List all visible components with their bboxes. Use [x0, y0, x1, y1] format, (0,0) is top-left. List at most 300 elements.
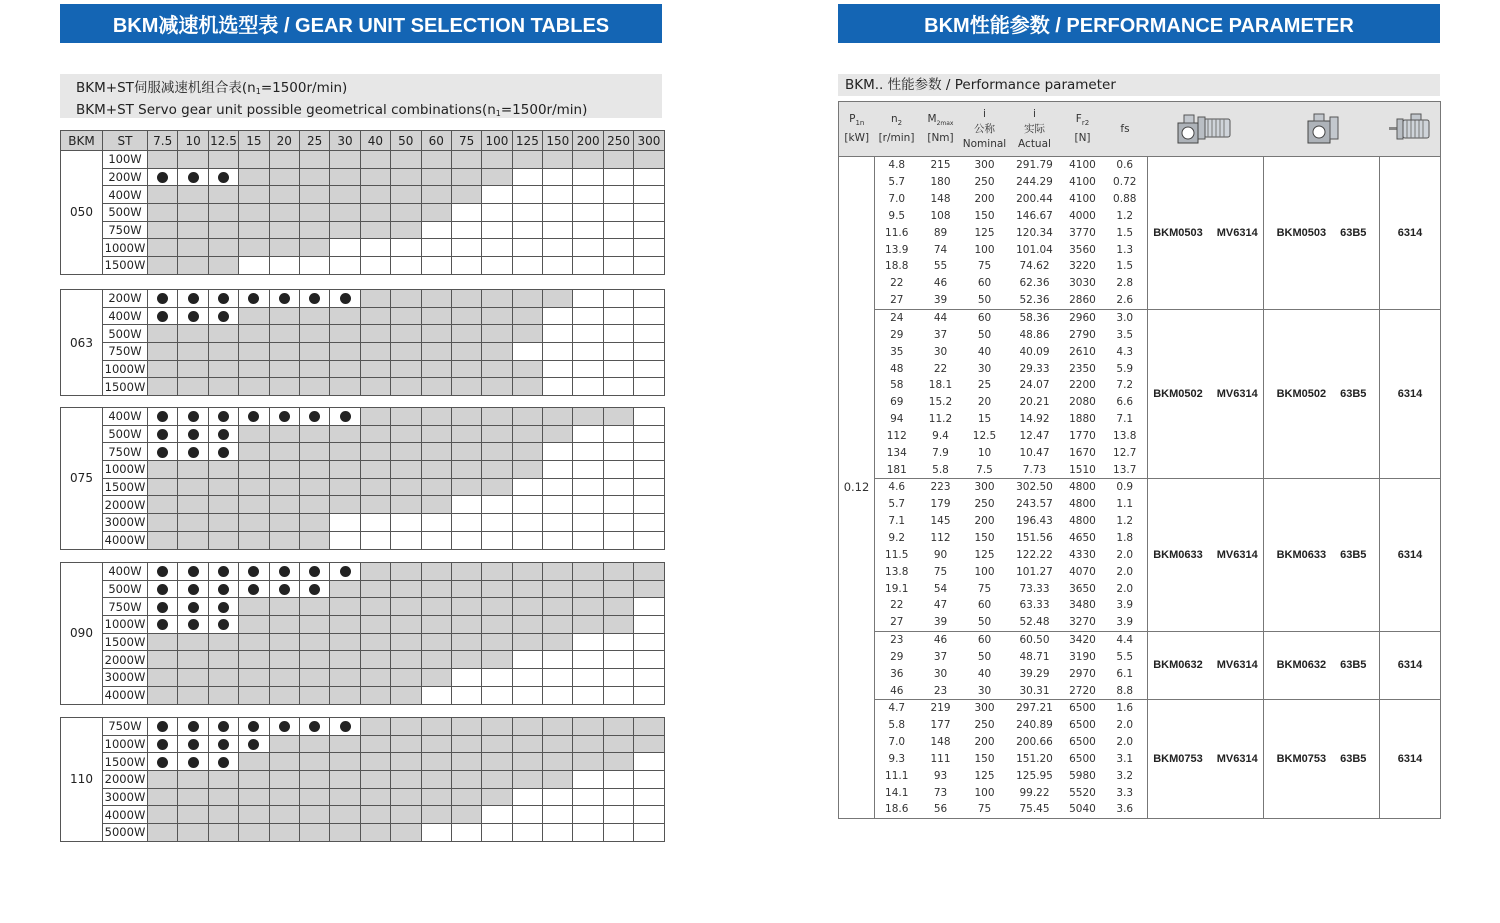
dot-icon	[309, 411, 320, 422]
empty-cell	[573, 168, 603, 186]
empty-cell	[451, 669, 481, 687]
size-label: 050	[61, 151, 103, 275]
available-cell	[299, 343, 329, 361]
available-cell	[391, 343, 421, 361]
available-cell	[148, 788, 178, 806]
combination-dot-cell	[299, 290, 329, 308]
available-cell	[330, 496, 360, 514]
available-cell	[634, 151, 664, 169]
selection-header-row	[61, 131, 665, 151]
power-label: 200W	[103, 168, 148, 186]
available-cell	[269, 186, 299, 204]
available-cell	[391, 425, 421, 443]
performance-cell: 4070	[1069, 565, 1096, 578]
performance-cell: 1.6	[1103, 700, 1148, 717]
combination-dot-cell	[208, 168, 238, 186]
performance-cell: 3.0	[1103, 309, 1148, 326]
performance-cell: 151.56	[1016, 531, 1053, 544]
empty-cell	[330, 239, 360, 257]
performance-cell: 146.67	[1016, 209, 1053, 222]
performance-cell: 90	[933, 548, 948, 561]
performance-cell: 12.47	[1019, 429, 1050, 442]
size-label: 063	[61, 290, 103, 396]
available-cell	[299, 824, 329, 842]
available-cell	[573, 563, 603, 581]
available-cell	[178, 651, 208, 669]
performance-cell: 75.45	[1019, 803, 1050, 816]
combination-dot-cell	[330, 290, 360, 308]
available-cell	[482, 633, 512, 651]
combination-dot-cell	[239, 290, 269, 308]
available-cell	[239, 771, 269, 789]
available-cell	[299, 531, 329, 549]
available-cell	[178, 257, 208, 275]
dot-icon	[248, 566, 259, 577]
available-cell	[239, 478, 269, 496]
empty-cell	[634, 204, 664, 222]
empty-cell	[421, 531, 451, 549]
performance-cell: 3.3	[1116, 786, 1134, 799]
dot-icon	[188, 311, 199, 322]
available-cell	[421, 580, 451, 598]
available-cell	[512, 718, 542, 736]
performance-cell: 20.21	[1019, 396, 1050, 409]
available-cell	[451, 408, 481, 426]
available-cell	[512, 408, 542, 426]
available-cell	[178, 531, 208, 549]
available-cell	[148, 633, 178, 651]
performance-cell: 46	[890, 684, 904, 697]
header-ratio: 7.5	[148, 131, 178, 151]
performance-cell: 7.1	[888, 515, 906, 528]
selection-row	[61, 531, 665, 549]
available-cell	[573, 753, 603, 771]
performance-cell: 3480	[1069, 599, 1096, 612]
available-cell	[360, 343, 390, 361]
performance-cell: 2.8	[1116, 277, 1134, 290]
performance-cell: 3650	[1069, 582, 1096, 595]
performance-cell: 37	[933, 650, 948, 663]
performance-cell: 112	[886, 429, 907, 442]
available-cell	[269, 461, 299, 479]
dot-icon	[309, 721, 320, 732]
available-cell	[330, 806, 360, 824]
selection-row	[61, 753, 665, 771]
available-cell	[239, 496, 269, 514]
available-cell	[360, 686, 390, 704]
dot-icon	[218, 619, 229, 630]
header-m2: $M_{2max}$ [Nm]	[919, 102, 963, 157]
performance-cell: 75	[933, 565, 948, 578]
combination-dot-cell	[148, 563, 178, 581]
empty-cell	[603, 378, 633, 396]
power-label: 2000W	[103, 771, 148, 789]
performance-cell: 47	[933, 599, 948, 612]
available-cell	[421, 168, 451, 186]
performance-cell: 48.71	[1019, 650, 1050, 663]
available-cell	[512, 580, 542, 598]
performance-cell: 5040	[1069, 803, 1096, 816]
dot-icon	[218, 172, 229, 183]
available-cell	[421, 478, 451, 496]
performance-cell: 30	[933, 667, 948, 680]
available-cell	[391, 496, 421, 514]
performance-cell: 4000	[1069, 209, 1096, 222]
performance-cell: 125	[974, 548, 995, 561]
available-cell	[148, 461, 178, 479]
performance-cell: 29	[890, 328, 904, 341]
empty-cell	[603, 531, 633, 549]
performance-cell: 2720	[1069, 684, 1096, 697]
available-cell	[543, 290, 573, 308]
available-cell	[603, 563, 633, 581]
available-cell	[299, 307, 329, 325]
available-cell	[239, 204, 269, 222]
performance-cell: 101.27	[1016, 565, 1053, 578]
performance-cell: 46	[919, 631, 963, 648]
dot-icon	[340, 566, 351, 577]
available-cell	[512, 325, 542, 343]
empty-cell	[330, 514, 360, 532]
available-cell	[178, 788, 208, 806]
dot-icon	[157, 447, 168, 458]
available-cell	[208, 824, 238, 842]
performance-cell: 6.1	[1116, 667, 1134, 680]
available-cell	[330, 753, 360, 771]
dot-icon	[248, 721, 259, 732]
available-cell	[451, 168, 481, 186]
empty-cell	[603, 806, 633, 824]
empty-cell	[543, 514, 573, 532]
available-cell	[482, 771, 512, 789]
performance-cell: 150	[974, 752, 995, 765]
selection-table-063	[60, 289, 665, 396]
combination-dot-cell	[208, 563, 238, 581]
performance-cell: 6.6	[1116, 396, 1134, 409]
header-ratio: 10	[178, 131, 208, 151]
empty-cell	[634, 307, 664, 325]
combination-dot-cell	[178, 425, 208, 443]
empty-cell	[573, 496, 603, 514]
combination-dot-cell	[178, 616, 208, 634]
performance-cell: 36	[890, 667, 904, 680]
empty-cell	[543, 443, 573, 461]
available-cell	[299, 735, 329, 753]
performance-cell: 0.9	[1103, 479, 1148, 496]
dot-icon	[157, 311, 168, 322]
empty-cell	[543, 788, 573, 806]
available-cell	[299, 221, 329, 239]
combination-dot-cell	[239, 718, 269, 736]
empty-cell	[634, 408, 664, 426]
power-label: 4000W	[103, 806, 148, 824]
available-cell	[178, 806, 208, 824]
performance-cell: 11.1	[885, 769, 909, 782]
available-cell	[208, 360, 238, 378]
available-cell	[360, 735, 390, 753]
dot-icon	[157, 584, 168, 595]
available-cell	[360, 478, 390, 496]
gear-motor-model: BKM0632 MV6314	[1148, 631, 1264, 699]
available-cell	[330, 378, 360, 396]
empty-cell	[543, 204, 573, 222]
available-cell	[148, 686, 178, 704]
header-ratio: 150	[543, 131, 573, 151]
available-cell	[148, 378, 178, 396]
power-label: 1500W	[103, 753, 148, 771]
performance-cell: 1.2	[1116, 515, 1134, 528]
gear-motor-model: BKM0502 MV6314	[1148, 309, 1264, 478]
available-cell	[391, 443, 421, 461]
selection-row	[61, 478, 665, 496]
available-cell	[573, 735, 603, 753]
power-label: 400W	[103, 307, 148, 325]
performance-cell: 100	[974, 243, 995, 256]
empty-cell	[482, 496, 512, 514]
empty-cell	[512, 204, 542, 222]
available-cell	[360, 307, 390, 325]
available-cell	[208, 633, 238, 651]
available-cell	[208, 239, 238, 257]
available-cell	[178, 686, 208, 704]
empty-cell	[603, 788, 633, 806]
power-label: 750W	[103, 718, 148, 736]
available-cell	[269, 443, 299, 461]
empty-cell	[360, 257, 390, 275]
empty-cell	[634, 425, 664, 443]
dot-icon	[188, 293, 199, 304]
available-cell	[330, 307, 360, 325]
available-cell	[269, 307, 299, 325]
selection-row	[61, 221, 665, 239]
available-cell	[391, 563, 421, 581]
available-cell	[360, 408, 390, 426]
performance-cell: 73	[933, 786, 948, 799]
available-cell	[299, 325, 329, 343]
performance-cell: 3560	[1069, 243, 1096, 256]
empty-cell	[451, 257, 481, 275]
available-cell	[391, 651, 421, 669]
selection-row	[61, 616, 665, 634]
header-ratio: 20	[269, 131, 299, 151]
empty-cell	[603, 633, 633, 651]
performance-cell: 5.7	[888, 498, 906, 511]
combination-dot-cell	[330, 718, 360, 736]
available-cell	[299, 633, 329, 651]
empty-cell	[573, 651, 603, 669]
performance-cell: 39.29	[1019, 667, 1050, 680]
header-p1: $P_{1n}$ [kW]	[839, 102, 875, 157]
empty-cell	[543, 651, 573, 669]
combination-dot-cell	[330, 563, 360, 581]
empty-cell	[603, 204, 633, 222]
available-cell	[391, 616, 421, 634]
available-cell	[543, 563, 573, 581]
gear-unit-model: BKM0753 63B5	[1264, 700, 1380, 819]
performance-cell: 300	[963, 700, 1007, 717]
performance-cell: 54	[933, 582, 948, 595]
available-cell	[239, 325, 269, 343]
available-cell	[360, 221, 390, 239]
available-cell	[330, 221, 360, 239]
performance-header-row	[839, 102, 1441, 157]
available-cell	[543, 408, 573, 426]
selection-row	[61, 461, 665, 479]
available-cell	[299, 669, 329, 687]
empty-cell	[603, 686, 633, 704]
dot-icon	[157, 757, 168, 768]
header-ratio: 125	[512, 131, 542, 151]
empty-cell	[543, 496, 573, 514]
available-cell	[269, 633, 299, 651]
available-cell	[360, 633, 390, 651]
performance-cell: 40	[977, 345, 992, 358]
power-label: 1500W	[103, 478, 148, 496]
dot-icon	[279, 721, 290, 732]
power-label: 750W	[103, 443, 148, 461]
empty-cell	[512, 168, 542, 186]
available-cell	[543, 598, 573, 616]
power-label: 500W	[103, 580, 148, 598]
available-cell	[360, 563, 390, 581]
available-cell	[239, 239, 269, 257]
performance-cell: 23	[933, 684, 948, 697]
empty-cell	[603, 257, 633, 275]
available-cell	[269, 496, 299, 514]
available-cell	[330, 598, 360, 616]
header-ratio: 60	[421, 131, 451, 151]
empty-cell	[573, 239, 603, 257]
performance-cell: 74.62	[1019, 260, 1050, 273]
performance-cell: 25	[977, 379, 992, 392]
selection-row	[61, 806, 665, 824]
available-cell	[482, 378, 512, 396]
dot-icon	[279, 584, 290, 595]
available-cell	[239, 514, 269, 532]
available-cell	[451, 360, 481, 378]
available-cell	[299, 443, 329, 461]
available-cell	[421, 204, 451, 222]
available-cell	[391, 151, 421, 169]
available-cell	[148, 239, 178, 257]
dot-icon	[157, 293, 168, 304]
performance-cell: 1770	[1069, 429, 1096, 442]
available-cell	[360, 753, 390, 771]
size-label: 075	[61, 408, 103, 550]
power-label: 5000W	[103, 824, 148, 842]
empty-cell	[330, 257, 360, 275]
available-cell	[391, 771, 421, 789]
combination-dot-cell	[178, 563, 208, 581]
power-label: 1500W	[103, 633, 148, 651]
selection-row	[61, 496, 665, 514]
available-cell	[451, 151, 481, 169]
available-cell	[299, 788, 329, 806]
available-cell	[603, 408, 633, 426]
performance-cell: 9.2	[888, 531, 906, 544]
available-cell	[148, 496, 178, 514]
available-cell	[239, 633, 269, 651]
available-cell	[299, 239, 329, 257]
performance-cell: 150	[974, 209, 995, 222]
available-cell	[148, 771, 178, 789]
available-cell	[391, 735, 421, 753]
available-cell	[299, 360, 329, 378]
available-cell	[178, 151, 208, 169]
performance-cell: 179	[930, 498, 951, 511]
available-cell	[178, 325, 208, 343]
dot-icon	[248, 739, 259, 750]
empty-cell	[512, 531, 542, 549]
performance-cell: 2.6	[1116, 294, 1134, 307]
empty-cell	[482, 186, 512, 204]
performance-cell: 30	[977, 684, 992, 697]
available-cell	[421, 616, 451, 634]
available-cell	[269, 168, 299, 186]
power-label: 3000W	[103, 788, 148, 806]
combination-dot-cell	[299, 580, 329, 598]
empty-cell	[391, 257, 421, 275]
available-cell	[451, 378, 481, 396]
empty-cell	[573, 343, 603, 361]
performance-cell: 2960	[1063, 309, 1103, 326]
combination-dot-cell	[208, 735, 238, 753]
combination-dot-cell	[208, 408, 238, 426]
empty-cell	[451, 824, 481, 842]
performance-cell: 3.5	[1116, 328, 1134, 341]
dot-icon	[188, 757, 199, 768]
available-cell	[360, 788, 390, 806]
gear-motor-icon	[1148, 102, 1264, 157]
available-cell	[299, 461, 329, 479]
performance-cell: 13.8	[1113, 429, 1137, 442]
empty-cell	[543, 343, 573, 361]
performance-cell: 1.8	[1116, 531, 1134, 544]
available-cell	[269, 771, 299, 789]
performance-cell: 52.48	[1019, 616, 1050, 629]
selection-row	[61, 343, 665, 361]
motor-model: 6314	[1380, 309, 1441, 478]
performance-row	[839, 309, 1441, 326]
performance-cell: 60	[977, 599, 992, 612]
power-label: 1000W	[103, 239, 148, 257]
available-cell	[330, 168, 360, 186]
combination-dot-cell	[269, 563, 299, 581]
empty-cell	[634, 360, 664, 378]
performance-cell: 2200	[1069, 379, 1096, 392]
motor-model: 6314	[1380, 631, 1441, 699]
performance-cell: 100	[974, 565, 995, 578]
available-cell	[239, 461, 269, 479]
empty-cell	[360, 239, 390, 257]
selection-row	[61, 239, 665, 257]
combination-dot-cell	[148, 307, 178, 325]
available-cell	[451, 425, 481, 443]
available-cell	[330, 580, 360, 598]
available-cell	[482, 598, 512, 616]
dot-icon	[218, 447, 229, 458]
available-cell	[269, 616, 299, 634]
available-cell	[239, 788, 269, 806]
size-label: 090	[61, 563, 103, 705]
performance-cell: 23	[875, 631, 919, 648]
performance-cell: 63.33	[1019, 599, 1050, 612]
available-cell	[148, 806, 178, 824]
available-cell	[391, 325, 421, 343]
performance-cell: 1.3	[1116, 243, 1134, 256]
performance-cell: 2.0	[1116, 565, 1134, 578]
performance-cell: 5.7	[888, 176, 906, 189]
